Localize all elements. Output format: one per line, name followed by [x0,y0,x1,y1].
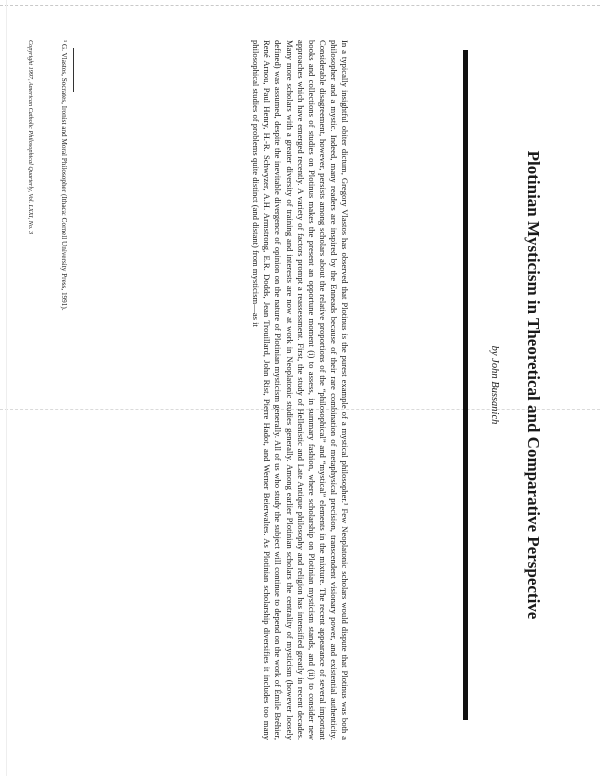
scan-artifact-left [6,0,7,776]
copyright-line: Copyright 1997, American Catholic Philosophical Quarterly, Vol. LXXI, No. 3 [27,40,34,235]
article-title: Plotinian Mysticism in Theoretical and Comparative Perspective [524,150,543,620]
article-author: by John Bussanich [489,345,500,425]
title-rule [463,50,468,720]
scan-artifact-top [0,5,600,6]
footnote-rule [73,48,74,92]
rotated-page [20,20,580,760]
footnote: ¹ G. Vlastos, Socrates, Ironist and Moral Philosopher (Ithaca: Cornell University Press, 1991). [60,40,68,311]
article-body: In a typically insightful obiter dictum, Gregory Vlastos has observed that Plotinus is the purest example of a mystical philosopher.¹ Few Neoplatonic scholars would dispute that Plotinus was both a philosopher and a mystic. Indeed, many readers are inspired by the Enneads because of their rare combination of metaphysical precision, transcendent visionary power, and existential authenticity. Considerable disagreement, however, persists among scholars about the relative proportions of the “philosophical” and “mystical” elements in the mixture. The recent appearance of several important books and collections of studies on Plotinus makes the present an opportune moment (i) to assess, in summary fashion, where scholarship on Plotinian mysticism stands, and (ii) to consider new approaches which have emerged recently. A variety of factors prompt a reassessment. First, the study of Hellenistic and Late Antique philosophy and religion has intensified greatly in recent decades. Many more scholars with a greater diversity of training and interests are now at work in Neoplatonic studies generally. Among earlier Plotinian scholars the centrality of mysticism (however loosely defined) was assumed, despite the inevitable divergence of opinion on the nature of Plotinian mysticism generally. All of us who study the subject will continue to depend on the work of Émile Bréhier, René Arnou, Paul Henry, H.-R. Schwyzer, A.H. Armstrong, E.R. Dodds, Jean Trouillard, John Rist, Pierre Hadot, and Werner Beierwaltes. As Plotinian scholarship diversifies it includes too many philosophical studies of problems quite distinct (and distant) from mysticism—as it [251,40,350,740]
